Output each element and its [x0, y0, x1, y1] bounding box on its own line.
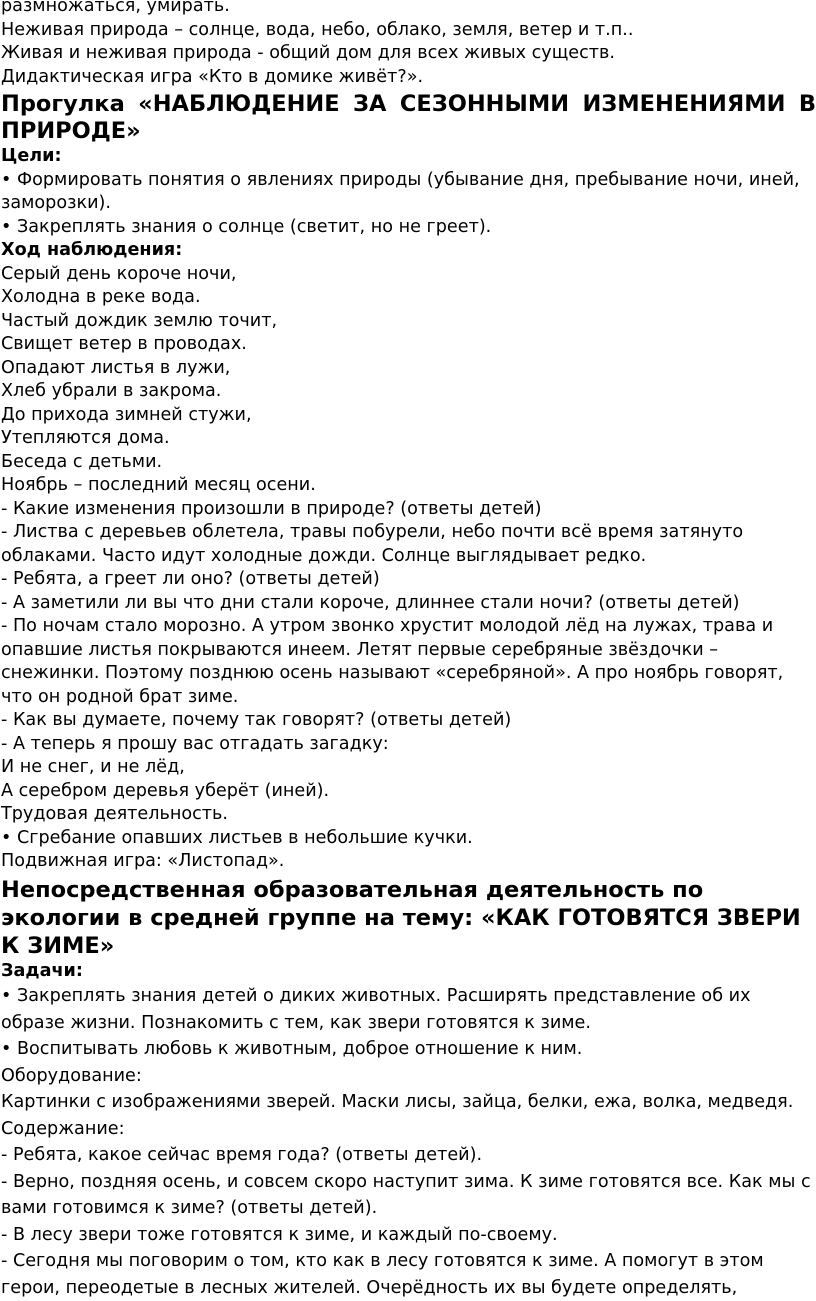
goal-item: • Формировать понятия о явлениях природы (убывание дня, пребывание ночи, иней, заморозки). [1, 169, 800, 213]
text-line: - А теперь я прошу вас отгадать загадку: [1, 733, 389, 754]
poem-line: Утепляются дома. [1, 428, 170, 448]
task-item: • Закреплять знания детей о диких животных. Расширять представление об их образе жизни. Познакомить с тем, как звери готовятся к зиме. [1, 986, 751, 1033]
text-line: - Какие изменения произошли в природе? (ответы детей) [1, 498, 542, 519]
riddle-line: А серебром деревья уберёт (иней). [1, 780, 330, 801]
text-line: Беседа с детьми. [1, 451, 163, 472]
text-line: - По ночам стало морозно. А утром звонко хрустит молодой лёд на лужах, трава и опавшие листья покрываются инеем. Летят первые серебряные звёздочки – снежинки. Поэтому позднюю осень называют «серебряной». А про ноябрь говорят, что он родной брат зиме. [1, 616, 784, 707]
poem-line: Хлеб убрали в закрома. [1, 381, 222, 401]
content-label: Содержание: [1, 1118, 125, 1139]
text-line: - А заметили ли вы что дни стали короче, длиннее стали ночи? (ответы детей) [1, 592, 740, 613]
text-line: • Сгребание опавших листьев в небольшие кучки. [1, 827, 473, 848]
poem-line: Свищет ветер в проводах. [1, 334, 247, 354]
text-line: Неживая природа – солнце, вода, небо, облако, земля, ветер и т.п.. [1, 19, 634, 40]
text-line: Живая и неживая природа - общий дом для всех живых существ. [1, 43, 616, 63]
poem-line: Частый дождик землю точит, [1, 310, 278, 331]
riddle-line: И не снег, и не лёд, [1, 757, 185, 777]
text-line: - Ребята, какое сейчас время года? (ответы детей). [1, 1145, 483, 1165]
text-line: - Ребята, а греет ли оно? (ответы детей) [1, 569, 380, 589]
text-line: - Сегодня мы поговорим о том, кто как в лесу готовятся к зиме. А помогут в этом герои, переодетые в лесных жителей. Очерёдность их вы будете определять, [1, 1251, 764, 1298]
poem-line: Холодна в реке вода. [1, 287, 201, 307]
goals-label: Цели: [1, 146, 62, 166]
text-line: - В лесу звери тоже готовятся к зиме, и каждый по-своему. [1, 1224, 558, 1245]
goal-item: • Закреплять знания о солнце (светит, но не греет). [1, 216, 492, 237]
observation-label: Ход наблюдения: [1, 240, 183, 260]
text-line: - Листва с деревьев облетела, травы побурели, небо почти всё время затянуто облаками. Часто идут холодные дожди. Солнце выглядывает редко. [1, 522, 744, 566]
poem-line: Серый день короче ночи, [1, 263, 237, 284]
equipment-label: Оборудование: [1, 1065, 142, 1086]
poem-line: До прихода зимней стужи, [1, 404, 252, 425]
text-line: Дидактическая игра «Кто в домике живёт?». [1, 66, 424, 87]
equipment-text: Картинки с изображениями зверей. Маски лисы, зайца, белки, ежа, волка, медведя. [1, 1092, 794, 1112]
tasks-label: Задачи: [1, 960, 83, 981]
section-heading-walk: Прогулка «НАБЛЮДЕНИЕ ЗА СЕЗОННЫМИ ИЗМЕНЕНИЯМИ В ПРИРОДЕ» [1, 91, 816, 144]
text-line: размножаться, умирать. [1, 0, 230, 16]
text-line: - Верно, поздняя осень, и совсем скоро наступит зима. К зиме готовятся все. Как мы с вами готовимся к зиме? (ответы детей). [1, 1171, 811, 1218]
text-line: - Как вы думаете, почему так говорят? (ответы детей) [1, 710, 512, 730]
poem-line: Опадают листья в лужи, [1, 357, 231, 378]
section-heading-lesson: Непосредственная образовательная деятельность по экологии в средней группе на тему: «КАК ГОТОВЯТСЯ ЗВЕРИ К ЗИМЕ» [1, 876, 801, 959]
task-item: • Воспитывать любовь к животным, доброе отношение к ним. [1, 1039, 583, 1059]
text-line: Подвижная игра: «Листопад». [1, 851, 285, 871]
text-line: Трудовая деятельность. [1, 804, 228, 824]
text-line: Ноябрь – последний месяц осени. [1, 475, 316, 495]
